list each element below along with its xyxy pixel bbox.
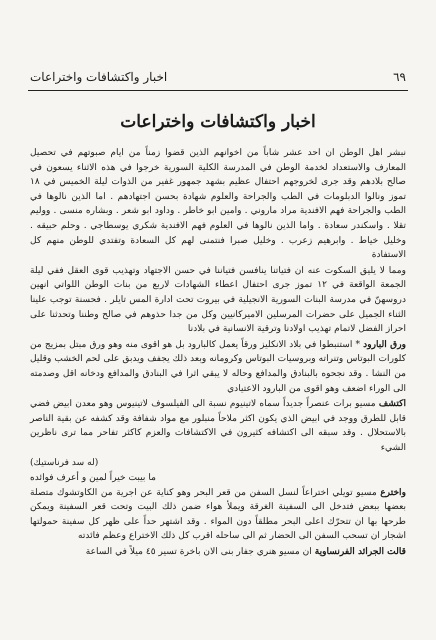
section-heading: واخترع (380, 486, 406, 498)
section-text: مسيو تويلي اختراعاً لنسل السفن من قعر البحر وهو كناية عن اجرية من الكاوتشوك متصلة بعضها ببعض فتدخل الى السفينة الغرقة ويملأ هواء ضمن ذلك البيت وتحت قعر السفينة ويمكن طرحها بها ان تتحرّك اعلى البحر مطلقاً دون المواء . وقد اشتهر حداً على ظهر كل سفينة حمولتها اشجار ان تسحب السفن الى الحضار ثم الى ساحله اقرب كل ذلك الاختراع وعظم فائدته (30, 487, 406, 542)
article-title: اخبار واكتشافات واختراعات (120, 112, 316, 132)
section-text: * استنبطوا في بلاد الانكليز ورقاً يعمل كالبارود بل هو اقوى منه وهو ورق مبتل بمزيج من كلورات البوتاس وتنراته وبروسيات البوتاس وكرومانه وبعد ذلك يجفف ويدبق على لحم الخشب وقليل من النشا . وقد نجحوه بالبنادق والمدافع وحاله لا يبقي اثرا في البنادق والمدافع ودخانه اقل وصدمته الى الوراء اضعف وهو اقوى من البارود الاعتيادي (30, 339, 406, 394)
running-title: اخبار واكتشافات واختراعات (30, 70, 168, 84)
section (30, 545, 406, 560)
section (30, 397, 406, 455)
section (30, 486, 406, 544)
page-number: ٦٩ (393, 70, 406, 84)
section-text: ان مسيو هنري جفار بنى الان باخرة تسير ٤٥ ميلاً في الساعة (85, 547, 312, 558)
section-heading: ورق البارود (363, 338, 406, 350)
page-header (30, 70, 406, 84)
section (30, 338, 406, 396)
header-rule (28, 90, 408, 91)
paragraph: نبشر اهل الوطن ان احد عشر شاباً من اخوانهم الذين قضوا زمناً من ايام صبوتهم في تحصيل المعارف والاستعداد لخدمة الوطن في المدرسة الكلية السورية خرجوا في هذه الاثناء يسعون في صالح بلادهم وقد جرى لخروجهم احتفال عظيم بشهد جمهور غفير من الذوات ليلة الخميس في ١٨ تموز ونالوا الدبلومات في الطب والجراحة والعلوم شهادة بحسن اجتهادهم . اما الذين نالوها في الطب والجراحة فهم الافندية مراد ماروني . وامين ابو خاطر . وداود ابو شعر . وبشاره منسى . ووليم تقلا . واسكندر سعادة . واما الذين نالوها في العلوم فهم الافندية شكري يوسطاجي . وحلم حبيقه . وخليل خياط . وابرهيم زعرب . وخليل صبرا فنتمنى لهم كل السعادة وتفتدي للوطن منهم كل الاستفادة (30, 148, 406, 261)
section-text: مسيو برات عنصراً جديداً سماه لاتينيوم نسبة الى الفيلسوف لاتينيوس وهو معدن ابيض فضي قابل للطرق ووجد في ابيض الذي يكون اكثر ملاحاً منبلور مع مواد شفافة وقد كشفه عن بقية الناصر بالاستحلال . وقد سبقه الى اكتشافه كثيرون في الاكتشافات والعزم كاكثر تفاحر مما ترى ناظرين الشيء (30, 399, 406, 453)
section-heading: اكتشف (378, 398, 406, 410)
article-body (30, 146, 406, 561)
quote-line: (له سد فرناستيك) (30, 458, 99, 469)
quote-line: ما بيبت خيراً لمين و أعرف فوائده (30, 473, 156, 484)
section-heading: قالت الجرائد الفرنساوية (314, 546, 406, 558)
paragraph: ومما لا يليق السكوت عنه ان فتياتنا ينافسن فتياننا في حسن الاجتهاد وتهذيب قوى العقل ففي ليلة الجمعة الواقعة في ١٢ تموز جرى احتفال اعطاء الشهادات لاربع من بنات الوطن اللواتي انهين دروسهنّ في مدرسة البنات السورية الانجيلية في بيروت تحت ادارة المس تايلر . فحسنة توجب علينا الثناء الجميل على حضرات المرسلين الاميركانيين وكل من جدا حذوهم في صالح وطننا وتحدثنا على احراز الفضل لاتمام تهذيب اولادنا وترقية الانسانية في بلادنا (30, 265, 406, 335)
